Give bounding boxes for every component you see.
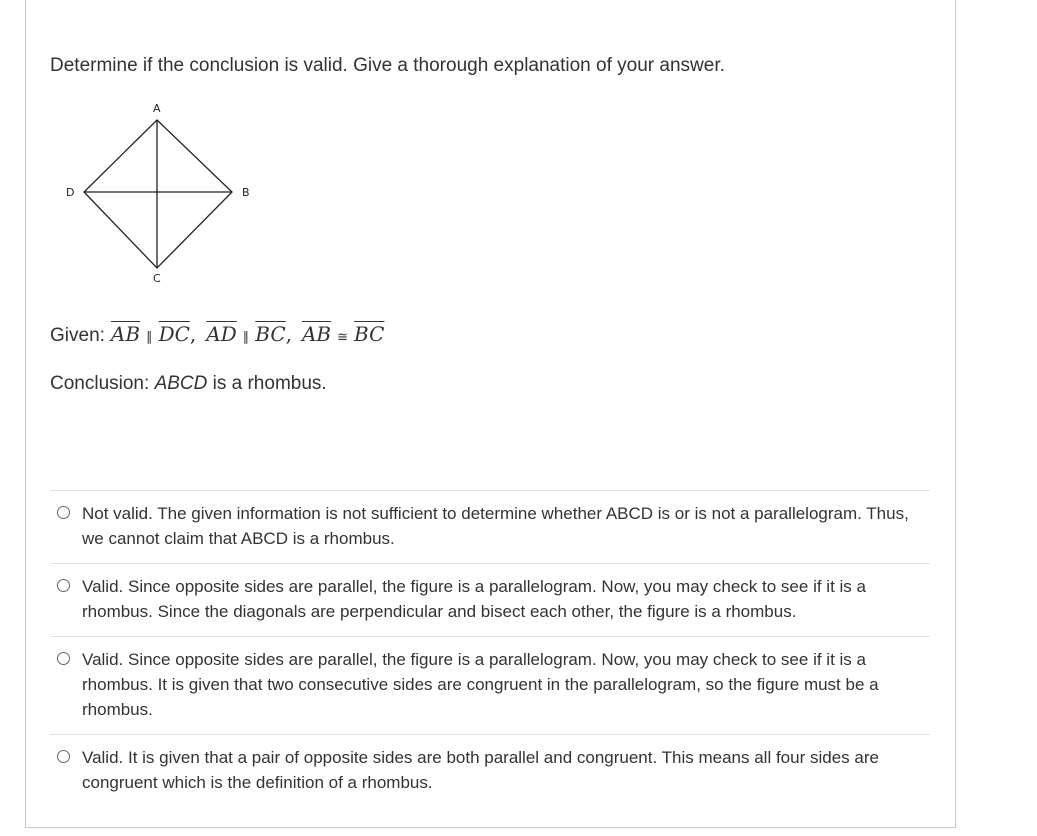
radio-button[interactable] <box>57 750 70 763</box>
conclusion-label: Conclusion: <box>50 373 150 394</box>
answer-options <box>50 490 930 807</box>
option-text: Valid. Since opposite sides are parallel, the figure is a parallelogram. Now, you may check to see if it is a rhombus. Since the diagonals are perpendicular and bisect each other, the figure is a rhombus. <box>82 577 866 621</box>
option-text: Valid. It is given that a pair of opposite sides are both parallel and congruent. This means all four sides are congruent which is the definition of a rhombus. <box>82 748 879 792</box>
segment-ab: $\overline{AB}$ <box>301 322 332 346</box>
vertex-label-c: C <box>153 272 161 285</box>
segment-ad: $\overline{AD}$ <box>206 322 237 346</box>
option-text: Not valid. The given information is not sufficient to determine whether ABCD is or is not a parallelogram. Thus, we cannot claim that ABCD is a rhombus. <box>82 504 909 548</box>
parallel-symbol: ∥ <box>146 330 153 345</box>
answer-option-2[interactable] <box>50 563 930 636</box>
given-label: Given: <box>50 325 105 346</box>
answer-option-3[interactable] <box>50 636 930 734</box>
answer-option-1[interactable] <box>50 490 930 563</box>
segment-dc: $\overline{DC}$ <box>158 322 190 346</box>
segment-bc: $\overline{BC}$ <box>255 322 286 346</box>
radio-button[interactable] <box>57 652 70 665</box>
question-prompt: Determine if the conclusion is valid. Give a thorough explanation of your answer. <box>50 55 725 76</box>
conclusion-predicate: is a rhombus. <box>207 373 327 394</box>
vertex-label-a: A <box>153 102 161 115</box>
given-statement: Given: $\overline{AB}$ ∥ $\overline{DC}$, $\overline{AD}$ ∥ $\overline{BC}$, $\overline{AB}$ ≅ $\overline{BC}$ <box>50 322 385 346</box>
segment-ab: $\overline{AB}$ <box>110 322 141 346</box>
rhombus-outline <box>84 120 232 268</box>
answer-option-4[interactable] <box>50 734 930 807</box>
congruent-symbol: ≅ <box>337 330 349 345</box>
rhombus-figure <box>60 98 260 288</box>
vertex-label-b: B <box>242 186 250 199</box>
conclusion-statement <box>50 373 327 395</box>
conclusion-subject: ABCD <box>154 373 208 394</box>
parallel-symbol: ∥ <box>242 330 250 345</box>
radio-button[interactable] <box>57 506 70 519</box>
radio-button[interactable] <box>57 579 70 592</box>
segment-bc: $\overline{BC}$ <box>354 322 385 346</box>
option-text: Valid. Since opposite sides are parallel, the figure is a parallelogram. Now, you may check to see if it is a rhombus. It is given that two consecutive sides are congruent in the parallelogram, so the figure must be a rhombus. <box>82 650 879 719</box>
vertex-label-d: D <box>66 186 75 199</box>
